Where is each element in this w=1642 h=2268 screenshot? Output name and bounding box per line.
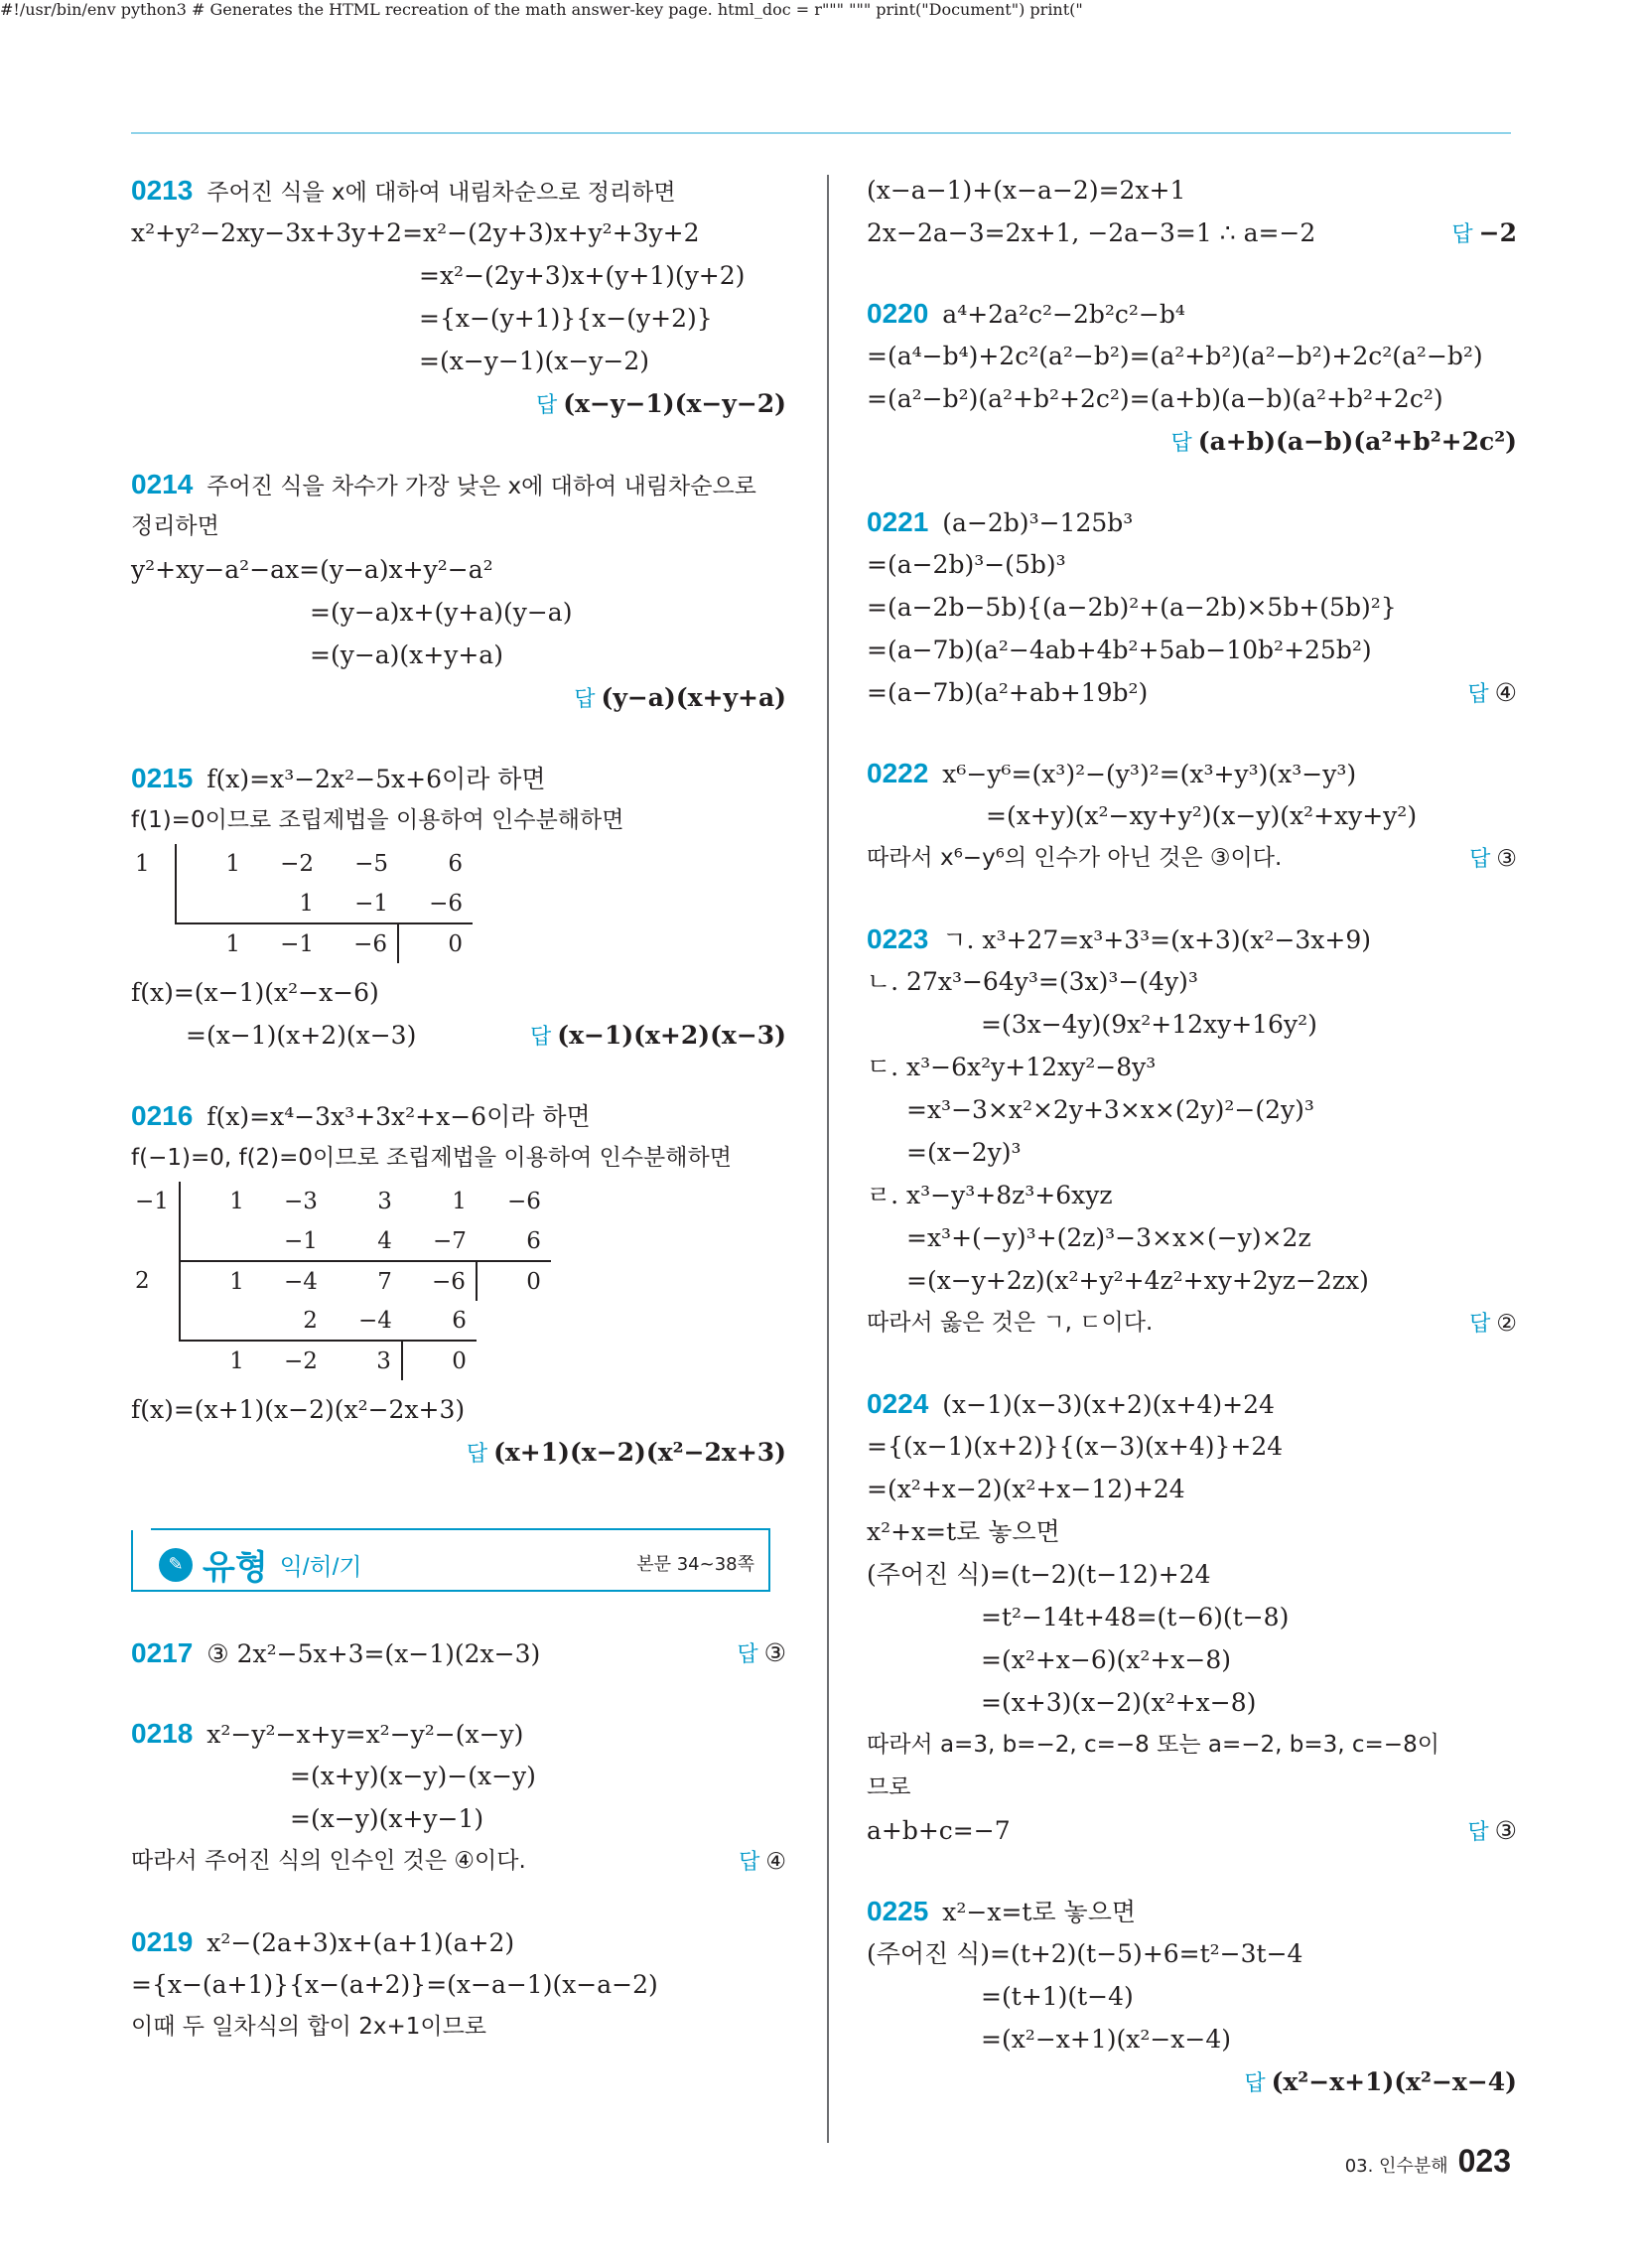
division-root: 1 bbox=[135, 851, 150, 877]
problem-0217 bbox=[131, 1631, 786, 1674]
section-subtitle: 익/히/기 bbox=[279, 1554, 362, 1581]
problem-0224 bbox=[867, 1382, 1517, 1852]
solution-line: 주어진 식을 x에 대하여 내림차순으로 정리하면 bbox=[206, 180, 676, 206]
solution-line: 이때 두 일차식의 합이 2x+1이므로 bbox=[131, 2014, 487, 2040]
coefficient: −4 bbox=[358, 1307, 392, 1334]
solution-text: =(x−1)(x+2)(x−3) bbox=[186, 1021, 417, 1050]
problem-0218 bbox=[131, 1712, 786, 1883]
textbook-page-reference: 본문 34~38쪽 bbox=[636, 1554, 754, 1575]
coefficient: 6 bbox=[448, 851, 463, 877]
answer-label: 답 bbox=[1451, 221, 1473, 246]
solution-line: =(x−y)(x+y−1) bbox=[290, 1804, 484, 1833]
solution-line: =(t+1)(t−4) bbox=[981, 1982, 1134, 2011]
answer-line bbox=[530, 1014, 786, 1058]
solution-line: y²+xy−a²−ax=(y−a)x+y²−a² bbox=[131, 555, 493, 584]
answer-value: (a+b)(a−b)(a²+b²+2c²) bbox=[1197, 427, 1517, 456]
answer-label: 답 bbox=[574, 686, 596, 711]
problem-number: 0224 bbox=[867, 1388, 929, 1419]
coefficient: 6 bbox=[526, 1227, 541, 1254]
solution-line: =(x²+x−2)(x²+x−12)+24 bbox=[867, 1475, 1185, 1503]
coefficient: −2 bbox=[280, 851, 314, 877]
answer-value: (x−y−1)(x−y−2) bbox=[563, 389, 786, 418]
coefficient: 6 bbox=[452, 1307, 467, 1334]
answer-label: 답 bbox=[1244, 2070, 1266, 2095]
solution-line: ㄹ. x³−y³+8z³+6xyz bbox=[867, 1181, 1113, 1209]
solution-line: =(y−a)(x+y+a) bbox=[310, 640, 503, 669]
solution-line: (x−a−1)+(x−a−2)=2x+1 bbox=[867, 176, 1186, 205]
solution-text: 2x−2a−3=2x+1, −2a−3=1 ∴ a=−2 bbox=[867, 218, 1316, 247]
solution-line: x²−x=t로 놓으면 bbox=[942, 1898, 1137, 1926]
coefficient: 1 bbox=[180, 1182, 254, 1221]
problem-0213 bbox=[131, 169, 786, 425]
problem-0220 bbox=[867, 292, 1517, 463]
coefficient: −1 bbox=[250, 923, 324, 963]
solution-line: ={x−(y+1)}{x−(y+2)} bbox=[419, 304, 713, 333]
coefficient: −1 bbox=[354, 890, 388, 917]
answer-label: 답 bbox=[739, 1849, 760, 1874]
solution-line: f(x)=(x+1)(x−2)(x²−2x+3) bbox=[131, 1395, 466, 1424]
coefficient: 7 bbox=[328, 1261, 402, 1301]
solution-line: ={x−(a+1)}{x−(a+2)}=(x−a−1)(x−a−2) bbox=[131, 1970, 658, 1999]
answer-line bbox=[739, 1840, 786, 1884]
problem-0219-continued bbox=[867, 169, 1517, 254]
answer-label: 답 bbox=[1170, 430, 1192, 455]
coefficient: −6 bbox=[324, 923, 398, 963]
solution-line: f(x)=(x−1)(x²−x−6) bbox=[131, 978, 379, 1007]
answer-line bbox=[1469, 1302, 1517, 1346]
remainder: 0 bbox=[477, 1261, 551, 1301]
answer-value: (y−a)(x+y+a) bbox=[601, 683, 786, 712]
problem-0214 bbox=[131, 463, 786, 719]
solution-line: =(3x−4y)(9x²+12xy+16y²) bbox=[981, 1010, 1317, 1039]
solution-line: =(x−2y)³ bbox=[906, 1138, 1022, 1167]
coefficient: −3 bbox=[284, 1189, 318, 1214]
solution-line: =t²−14t+48=(t−6)(t−8) bbox=[981, 1603, 1290, 1631]
coefficient: 4 bbox=[377, 1227, 392, 1254]
answer-label: 답 bbox=[535, 392, 558, 417]
problem-0219 bbox=[131, 1920, 786, 2049]
answer-line bbox=[867, 420, 1517, 463]
coefficient: 2 bbox=[303, 1307, 318, 1334]
answer-label: 답 bbox=[1469, 1311, 1491, 1336]
coefficient: −4 bbox=[254, 1261, 328, 1301]
solution-line: =(x−y−1)(x−y−2) bbox=[419, 347, 650, 375]
solution-line bbox=[867, 837, 1517, 880]
solution-text: a+b+c=−7 bbox=[867, 1816, 1011, 1845]
solution-line: f(x)=x⁴−3x³+3x²+x−6이라 하면 bbox=[206, 1102, 591, 1131]
problem-0225 bbox=[867, 1890, 1517, 2103]
solution-line bbox=[867, 1809, 1517, 1852]
division-root: 2 bbox=[135, 1268, 150, 1294]
problem-0216 bbox=[131, 1094, 786, 1474]
answer-value: ④ bbox=[1494, 678, 1517, 707]
answer-value: ③ bbox=[1494, 1816, 1517, 1845]
solution-line: ㄱ. x³+27=x³+3³=(x+3)(x²−3x+9) bbox=[942, 925, 1372, 954]
answer-value: ③ bbox=[1496, 846, 1517, 872]
answer-line bbox=[737, 1631, 786, 1675]
solution-line: ㄴ. 27x³−64y³=(3x)³−(4y)³ bbox=[867, 967, 1198, 996]
answer-label: 답 bbox=[737, 1641, 758, 1666]
solution-line bbox=[131, 1014, 786, 1057]
answer-label: 답 bbox=[1467, 681, 1489, 706]
solution-line: =(x+y)(x²−xy+y²)(x−y)(x²+xy+y²) bbox=[986, 801, 1418, 830]
coefficient: 1 bbox=[176, 923, 250, 963]
problem-number: 0221 bbox=[867, 506, 929, 537]
answer-value: ③ bbox=[763, 1638, 786, 1667]
solution-line: =x³+(−y)³+(2z)³−3×x×(−y)×2z bbox=[906, 1223, 1311, 1252]
problem-number: 0219 bbox=[131, 1926, 194, 1957]
answer-line bbox=[1467, 671, 1517, 715]
solution-text: =(a−7b)(a²+ab+19b²) bbox=[867, 678, 1149, 707]
solution-line: =x³−3×x²×2y+3×x×(2y)²−(2y)³ bbox=[906, 1095, 1314, 1124]
coefficient: −5 bbox=[354, 851, 388, 877]
solution-line: f(1)=0이므로 조립제법을 이용하여 인수분해하면 bbox=[131, 807, 624, 833]
solution-text: 따라서 옳은 것은 ㄱ, ㄷ이다. bbox=[867, 1310, 1154, 1336]
problem-0215 bbox=[131, 757, 786, 1057]
answer-line bbox=[131, 382, 786, 425]
solution-line: ={(x−1)(x+2)}{(x−3)(x+4)}+24 bbox=[867, 1432, 1284, 1461]
right-column bbox=[867, 169, 1517, 2141]
answer-line bbox=[131, 1431, 786, 1474]
solution-line bbox=[867, 671, 1517, 714]
solution-line: x⁶−y⁶=(x³)²−(y³)²=(x³+y³)(x³−y³) bbox=[942, 760, 1357, 788]
solution-line: ㄷ. x³−6x²y+12xy²−8y³ bbox=[867, 1053, 1157, 1081]
coefficient: 1 bbox=[176, 844, 250, 884]
synthetic-division-table bbox=[131, 1182, 551, 1380]
solution-line: (주어진 식)=(t+2)(t−5)+6=t²−3t−4 bbox=[867, 1939, 1303, 1968]
coefficient: 3 bbox=[328, 1341, 402, 1380]
problem-number: 0225 bbox=[867, 1896, 929, 1926]
chapter-label: 03. 인수분해 bbox=[1344, 2156, 1448, 2177]
solution-line: x²−y²−x+y=x²−y²−(x−y) bbox=[206, 1720, 524, 1749]
coefficient: −6 bbox=[402, 1261, 477, 1301]
answer-line bbox=[131, 676, 786, 719]
remainder: 0 bbox=[402, 1341, 477, 1380]
solution-line: 따라서 a=3, b=−2, c=−8 또는 a=−2, b=3, c=−8이 bbox=[867, 1732, 1439, 1758]
solution-line bbox=[867, 212, 1517, 254]
answer-value: (x+1)(x−2)(x²−2x+3) bbox=[493, 1438, 786, 1467]
section-header bbox=[131, 1528, 770, 1592]
page-number: 023 bbox=[1457, 2143, 1511, 2179]
problem-number: 0223 bbox=[867, 923, 929, 954]
problem-number: 0214 bbox=[131, 469, 194, 499]
solution-line: x²+y²−2xy−3x+3y+2=x²−(2y+3)x+y²+3y+2 bbox=[131, 218, 700, 247]
division-root: −1 bbox=[135, 1189, 169, 1214]
answer-label: 답 bbox=[530, 1024, 552, 1049]
problem-number: 0216 bbox=[131, 1100, 194, 1131]
section-title: 유형 bbox=[203, 1549, 268, 1587]
answer-line bbox=[1469, 837, 1517, 881]
solution-line: =(a⁴−b⁴)+2c²(a²−b²)=(a²+b²)(a²−b²)+2c²(a²−b²) bbox=[867, 342, 1483, 370]
problem-0223 bbox=[867, 918, 1517, 1345]
solution-line: =(x²+x−6)(x²+x−8) bbox=[981, 1645, 1232, 1674]
coefficient: 1 bbox=[452, 1189, 467, 1214]
synthetic-division-table bbox=[131, 844, 473, 963]
solution-line: x²−(2a+3)x+(a+1)(a+2) bbox=[206, 1928, 515, 1957]
solution-line: =(x²−x+1)(x²−x−4) bbox=[981, 2025, 1232, 2054]
solution-line: =(x+3)(x−2)(x²+x−8) bbox=[981, 1688, 1257, 1717]
solution-line: x²+x=t로 놓으면 bbox=[867, 1517, 1060, 1546]
solution-line: (x−1)(x−3)(x+2)(x+4)+24 bbox=[942, 1390, 1275, 1419]
solution-line: =(a−7b)(a²−4ab+4b²+5ab−10b²+25b²) bbox=[867, 636, 1372, 664]
answer-line bbox=[1467, 1809, 1517, 1853]
problem-number: 0218 bbox=[131, 1718, 194, 1749]
solution-line: (a−2b)³−125b³ bbox=[942, 508, 1134, 537]
answer-label: 답 bbox=[1469, 846, 1491, 871]
coefficient: −6 bbox=[507, 1189, 541, 1214]
solution-line: f(−1)=0, f(2)=0이므로 조립제법을 이용하여 인수분해하면 bbox=[131, 1145, 732, 1171]
solution-line: =(x+y)(x−y)−(x−y) bbox=[290, 1762, 536, 1790]
coefficient: −2 bbox=[254, 1341, 328, 1380]
answer-value: (x²−x+1)(x²−x−4) bbox=[1271, 2067, 1517, 2096]
solution-line: 정리하면 bbox=[131, 513, 219, 539]
answer-value: (x−1)(x+2)(x−3) bbox=[557, 1021, 786, 1050]
page-footer bbox=[1345, 2143, 1511, 2180]
answer-value: −2 bbox=[1478, 218, 1517, 247]
top-rule bbox=[131, 132, 1511, 134]
remainder: 0 bbox=[398, 923, 473, 963]
pencil-icon: ✎ bbox=[159, 1548, 193, 1582]
answer-value: ② bbox=[1496, 1311, 1517, 1337]
answer-label: 답 bbox=[466, 1441, 488, 1466]
answer-line bbox=[1451, 212, 1517, 255]
problem-number: 0213 bbox=[131, 175, 194, 206]
problem-0221 bbox=[867, 500, 1517, 714]
solution-line bbox=[131, 1840, 786, 1883]
solution-line: =(a−2b)³−(5b)³ bbox=[867, 550, 1066, 579]
coefficient: 1 bbox=[299, 890, 314, 917]
problem-0222 bbox=[867, 752, 1517, 880]
solution-line: =(y−a)x+(y+a)(y−a) bbox=[310, 598, 573, 627]
answer-line bbox=[867, 2060, 1517, 2103]
left-column bbox=[131, 169, 786, 2086]
coefficient: −7 bbox=[433, 1227, 467, 1254]
solution-line: =(a²−b²)(a²+b²+2c²)=(a+b)(a−b)(a²+b²+2c²) bbox=[867, 384, 1443, 413]
coefficient: 1 bbox=[180, 1341, 254, 1380]
solution-line: ③ 2x²−5x+3=(x−1)(2x−3) bbox=[206, 1639, 541, 1668]
solution-line: 주어진 식을 차수가 가장 낮은 x에 대하여 내림차순으로 bbox=[206, 474, 756, 499]
answer-value: ④ bbox=[765, 1849, 786, 1875]
problem-number: 0215 bbox=[131, 763, 194, 793]
coefficient: −6 bbox=[429, 890, 463, 917]
solution-text: 따라서 x⁶−y⁶의 인수가 아닌 것은 ③이다. bbox=[867, 845, 1283, 871]
solution-line: =(x−y+2z)(x²+y²+4z²+xy+2yz−2zx) bbox=[906, 1266, 1369, 1295]
solution-line: 므로 bbox=[867, 1774, 911, 1800]
coefficient: 1 bbox=[180, 1261, 254, 1301]
problem-number: 0222 bbox=[867, 758, 929, 788]
answer-label: 답 bbox=[1467, 1819, 1489, 1844]
problem-number: 0220 bbox=[867, 298, 929, 329]
column-divider bbox=[827, 175, 829, 2143]
solution-line: =(a−2b−5b){(a−2b)²+(a−2b)×5b+(5b)²} bbox=[867, 593, 1397, 622]
coefficient: −1 bbox=[284, 1227, 318, 1254]
solution-line: =x²−(2y+3)x+(y+1)(y+2) bbox=[419, 261, 746, 290]
solution-text: 따라서 주어진 식의 인수인 것은 ④이다. bbox=[131, 1848, 526, 1874]
solution-line bbox=[867, 1302, 1517, 1345]
solution-line: (주어진 식)=(t−2)(t−12)+24 bbox=[867, 1560, 1211, 1589]
solution-line: f(x)=x³−2x²−5x+6이라 하면 bbox=[206, 765, 546, 793]
problem-number: 0217 bbox=[131, 1637, 194, 1668]
coefficient: 3 bbox=[377, 1189, 392, 1214]
solution-line: a⁴+2a²c²−2b²c²−b⁴ bbox=[942, 300, 1185, 329]
